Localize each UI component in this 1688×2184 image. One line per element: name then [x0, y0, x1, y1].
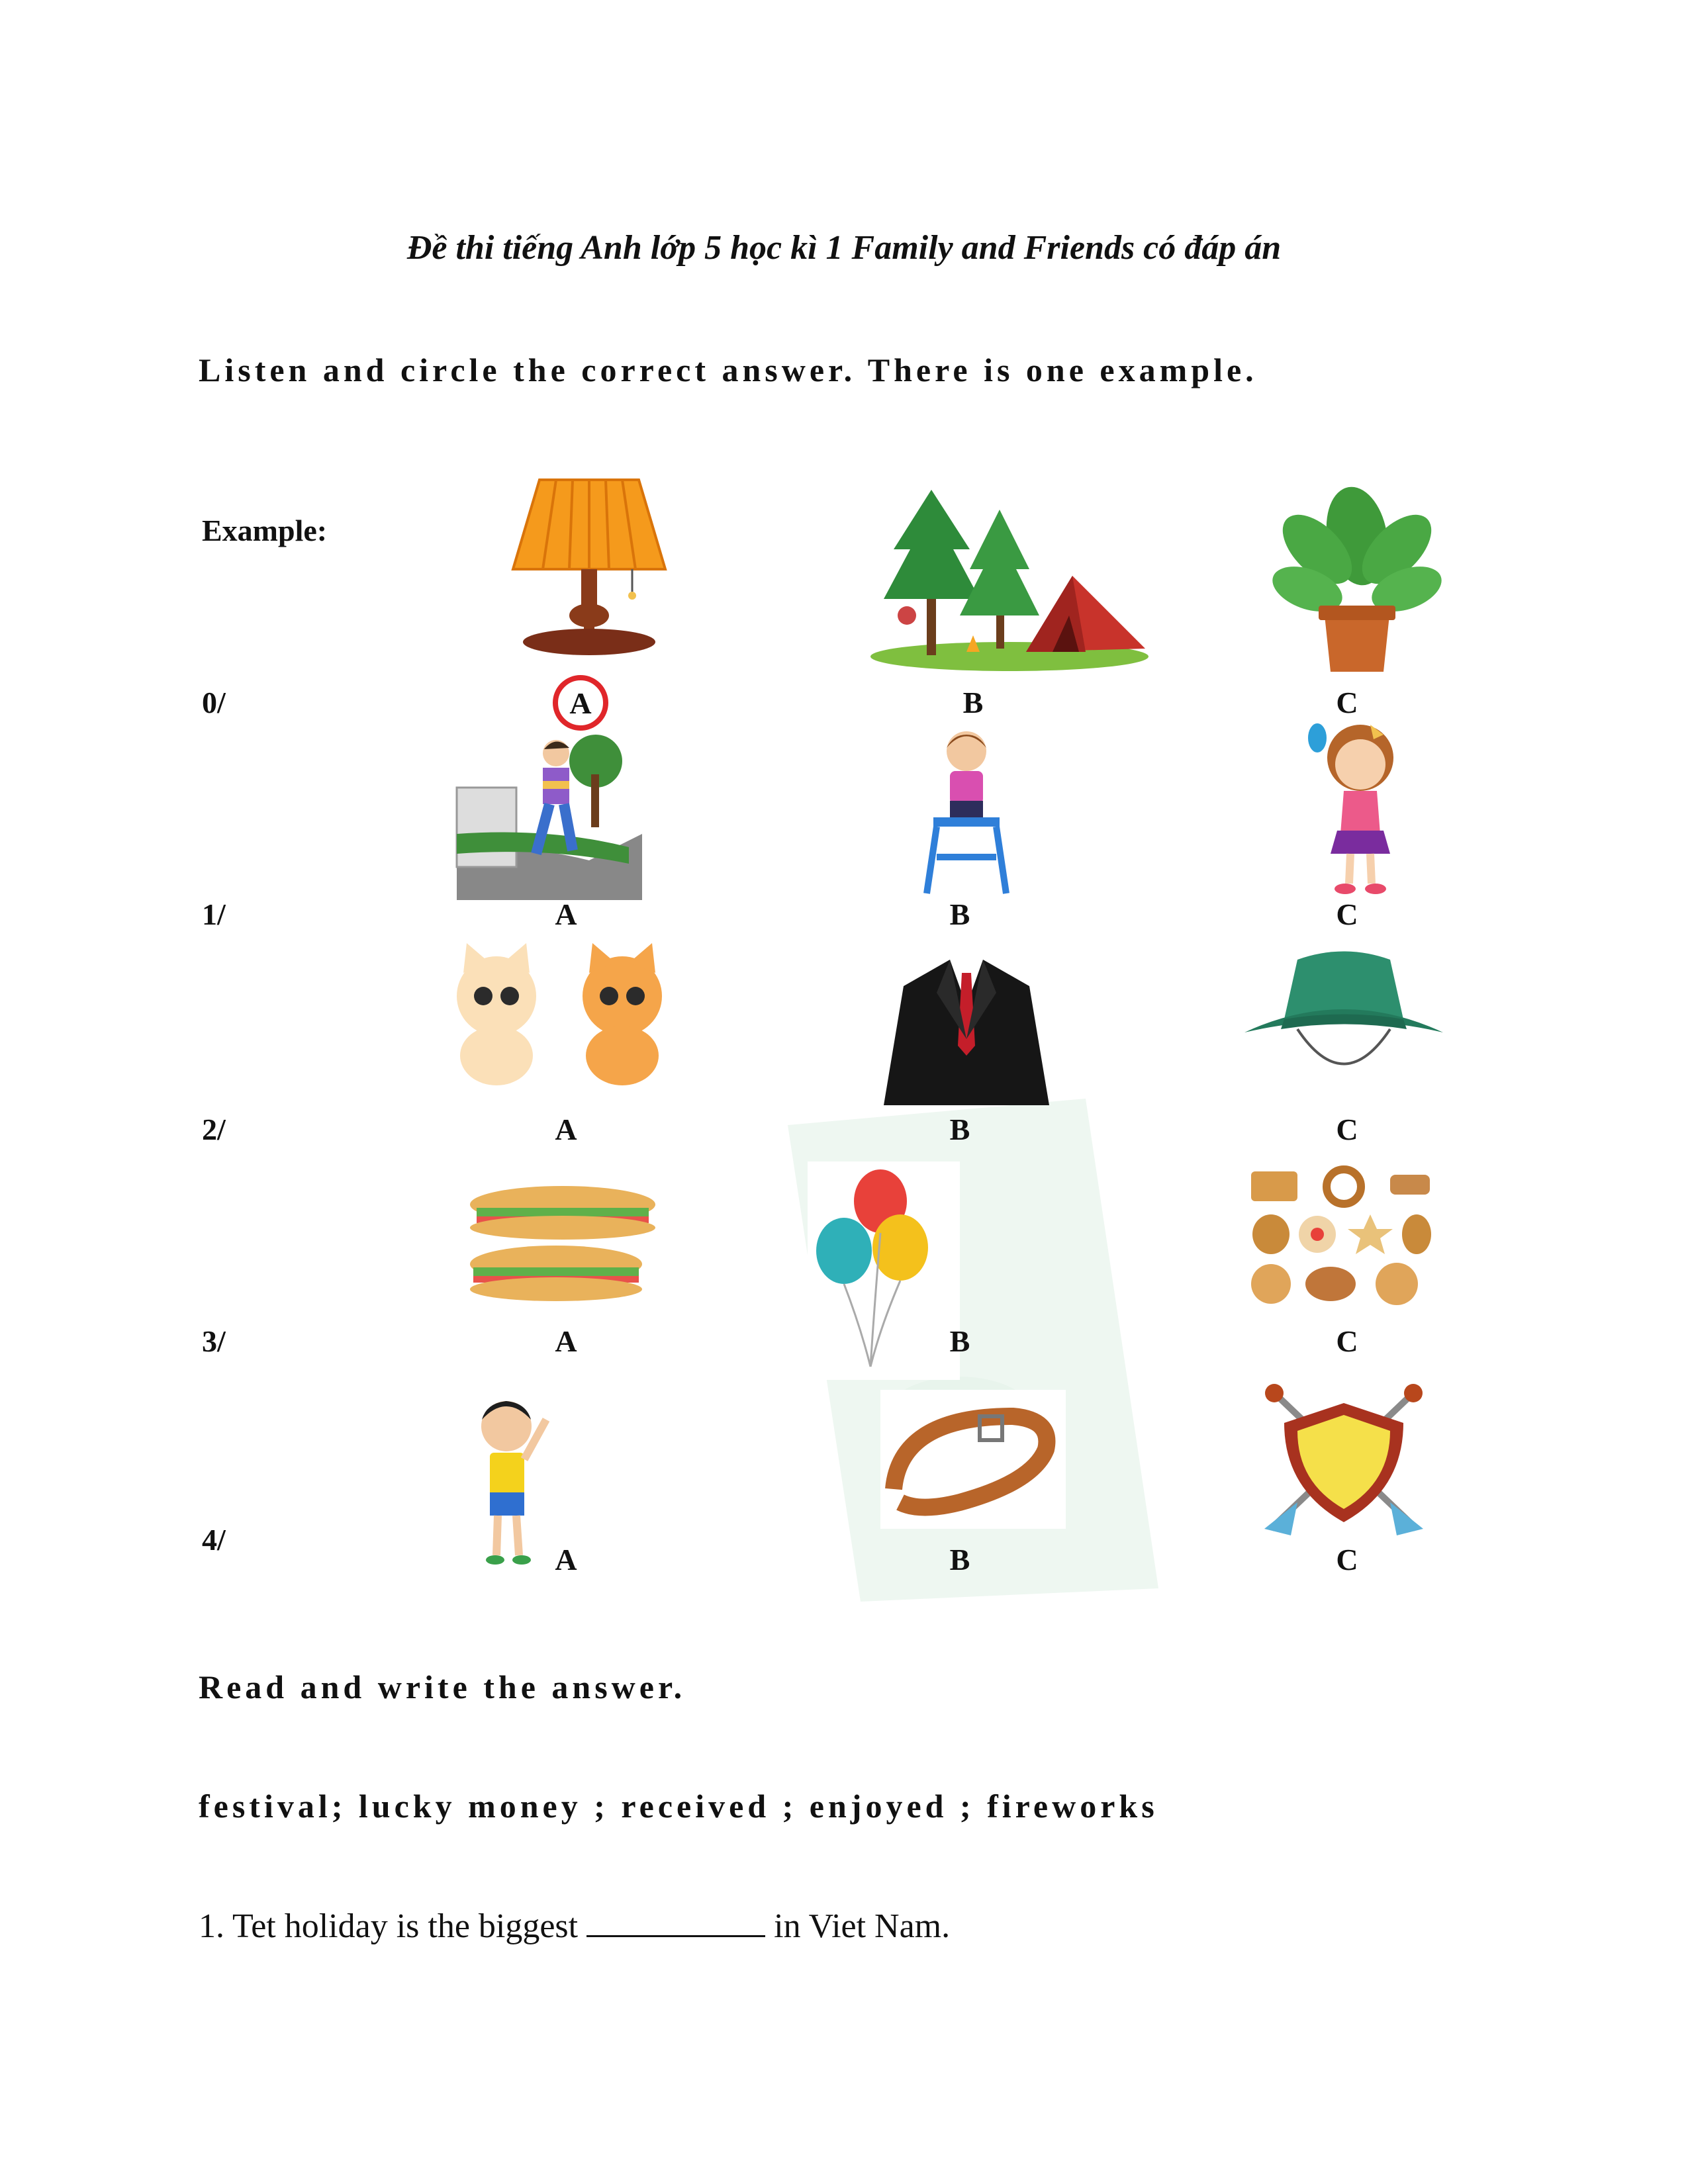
- row-label-2: 2/: [202, 1113, 226, 1146]
- row-label-0: 0/: [202, 686, 226, 719]
- suit-icon: [884, 946, 1049, 1105]
- section1-instruction: Listen and circle the correct answer. There is one example.: [199, 351, 1258, 388]
- option-4-b[interactable]: B: [949, 1543, 970, 1576]
- option-4-a[interactable]: A: [555, 1543, 577, 1576]
- option-3-a[interactable]: A: [555, 1324, 577, 1358]
- shield-icon: [1258, 1377, 1430, 1549]
- answer-blank[interactable]: [586, 1906, 765, 1937]
- word-bank: festival; lucky money ; received ; enjoyed ; fireworks: [199, 1788, 1158, 1825]
- option-3-c[interactable]: C: [1336, 1324, 1358, 1358]
- kittens-icon: [437, 943, 688, 1089]
- question-1: [199, 1906, 950, 1946]
- answer-circle: [553, 675, 608, 731]
- question-1-before: 1. Tet holiday is the biggest: [199, 1907, 587, 1945]
- option-0-c[interactable]: C: [1336, 686, 1358, 719]
- option-1-a[interactable]: A: [555, 897, 577, 931]
- option-4-c[interactable]: C: [1336, 1543, 1358, 1576]
- option-2-a[interactable]: A: [555, 1113, 577, 1146]
- example-label: Example:: [202, 514, 328, 547]
- option-0-a[interactable]: A: [569, 686, 592, 720]
- row-label-3: 3/: [202, 1324, 226, 1358]
- camping-tent-icon: [867, 483, 1152, 675]
- bucket-hat-icon: [1244, 946, 1443, 1099]
- option-2-c[interactable]: C: [1336, 1113, 1358, 1146]
- girl-brushing-hair-icon: [1297, 711, 1417, 897]
- boy-on-chair-icon: [920, 725, 1013, 897]
- page-title: Đề thi tiếng Anh lớp 5 học kì 1 Family and Friends có đáp án: [406, 229, 1282, 267]
- option-2-b[interactable]: B: [949, 1113, 970, 1146]
- row-label-1: 1/: [202, 897, 226, 931]
- potted-plant-icon: [1271, 477, 1443, 682]
- option-3-b[interactable]: B: [949, 1324, 970, 1358]
- option-1-c[interactable]: C: [1336, 897, 1358, 931]
- sandwiches-icon: [463, 1178, 662, 1324]
- question-1-after: in Viet Nam.: [765, 1907, 951, 1945]
- belt-icon: [880, 1390, 1066, 1529]
- row-label-4: 4/: [202, 1523, 226, 1557]
- boy-walking-icon: [457, 735, 642, 900]
- cookies-icon: [1244, 1161, 1436, 1314]
- section2-instruction: Read and write the answer.: [199, 1668, 686, 1706]
- lamp-icon: [503, 473, 675, 659]
- option-1-b[interactable]: B: [949, 897, 970, 931]
- option-0-b[interactable]: B: [962, 686, 984, 719]
